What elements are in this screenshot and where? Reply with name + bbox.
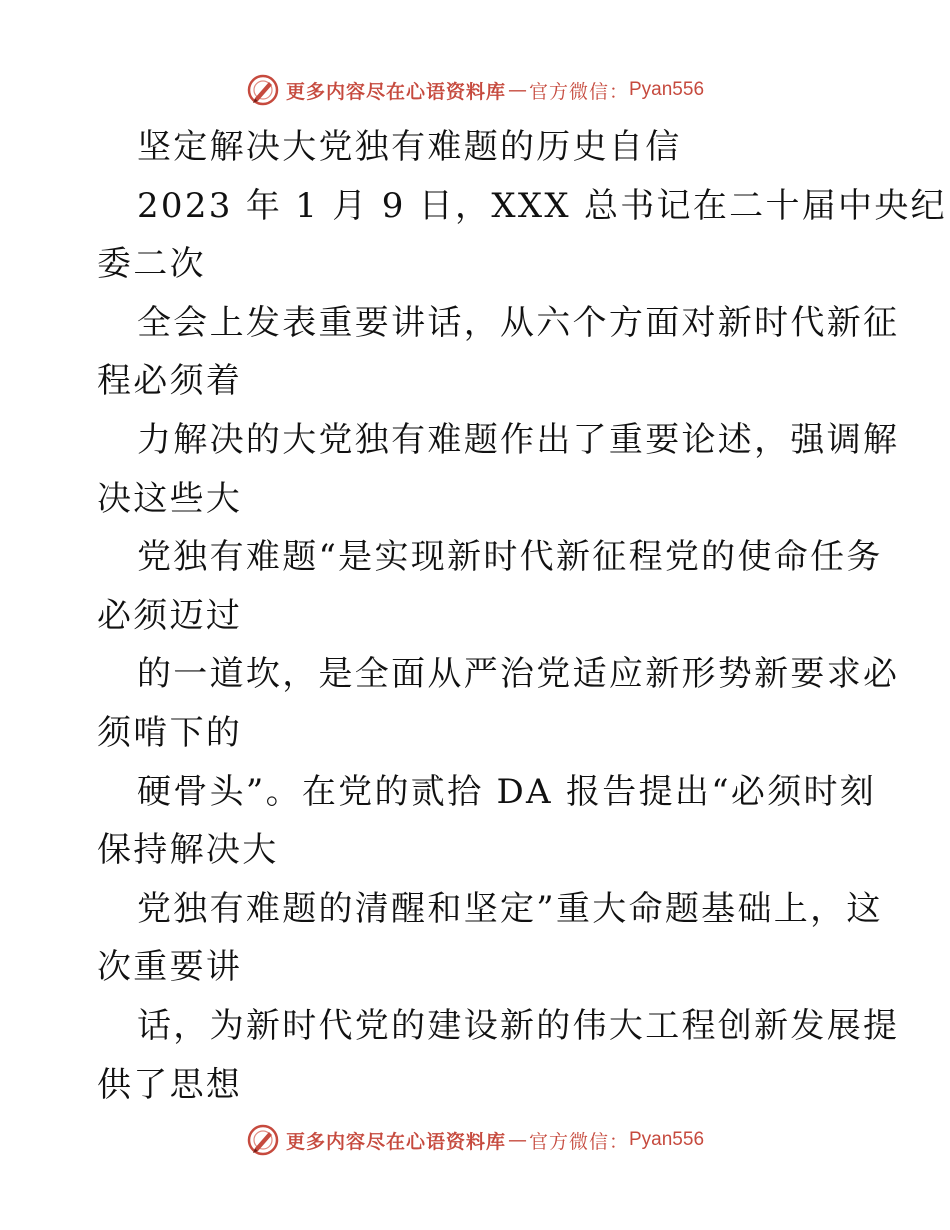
watermark-brand: 更多内容尽在心语资料库 (285, 1130, 506, 1153)
watermark-wechat-id: Pyan556 (629, 79, 705, 100)
paragraph-line: 程必须着 (97, 361, 243, 402)
paragraph-line: 党独有难题“是实现新时代新征程党的使命任务 (137, 537, 883, 578)
header-watermark (0, 70, 950, 110)
paragraph-line: 话，为新时代党的建设新的伟大工程创新发展提 (137, 1005, 900, 1046)
watermark-separator: — (507, 79, 527, 101)
watermark-wechat-label: 官方微信： (528, 80, 629, 103)
paragraph-line: 供了思想 (97, 1064, 243, 1105)
pen-circle-icon (246, 1123, 280, 1157)
watermark-separator: — (507, 1129, 527, 1151)
watermark-brand: 更多内容尽在心语资料库 (285, 80, 506, 103)
pen-circle-icon (246, 73, 280, 107)
document-body (97, 118, 947, 1114)
document-title: 坚定解决大党独有难题的历史自信 (137, 127, 682, 167)
paragraph-line: 全会上发表重要讲话，从六个方面对新时代新征 (137, 302, 900, 343)
watermark-wechat-label: 官方微信： (528, 1130, 629, 1153)
paragraph-line: 必须迈过 (97, 595, 243, 636)
paragraph-line: 2023 年 1 月 9 日，XXX 总书记在二十届中央纪 (137, 185, 947, 226)
paragraph-line: 党独有难题的清醒和坚定”重大命题基础上，这 (137, 888, 883, 929)
paragraph-line: 力解决的大党独有难题作出了重要论述，强调解 (137, 419, 900, 460)
watermark-wechat-id: Pyan556 (629, 1129, 705, 1150)
paragraph-line: 决这些大 (97, 478, 243, 519)
paragraph-line: 的一道坎，是全面从严治党适应新形势新要求必 (137, 654, 900, 695)
footer-watermark (0, 1120, 950, 1160)
paragraph-line: 委二次 (97, 244, 206, 285)
paragraph-line: 须啃下的 (97, 712, 243, 753)
paragraph-line: 次重要讲 (97, 947, 243, 988)
paragraph-line: 保持解决大 (97, 830, 279, 871)
paragraph-line: 硬骨头”。在党的贰拾 DA 报告提出“必须时刻 (137, 771, 877, 812)
